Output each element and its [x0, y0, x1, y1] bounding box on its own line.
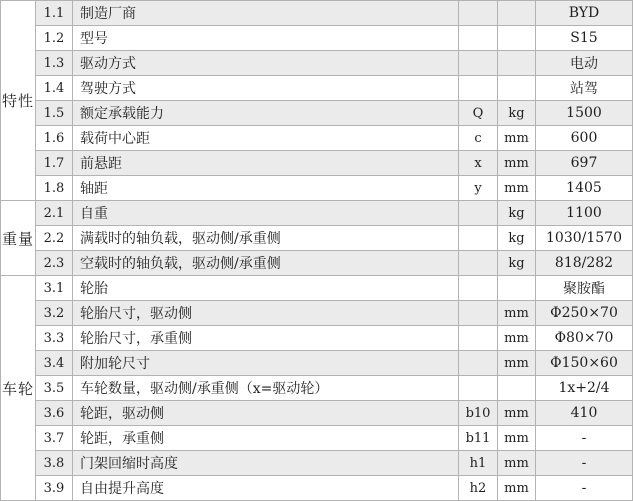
unit-cell [498, 76, 536, 101]
description-cell: 额定承载能力 [73, 101, 459, 126]
table-row [1, 276, 633, 301]
table-row [1, 151, 633, 176]
unit-cell [498, 1, 536, 26]
value-cell: 电动 [536, 51, 633, 76]
unit-cell: mm [498, 301, 536, 326]
value-cell: - [536, 451, 633, 476]
description-cell: 自由提升高度 [73, 476, 459, 501]
description-cell: 轮胎尺寸，驱动侧 [73, 301, 459, 326]
category-cell-characteristics: 特性 [1, 1, 36, 201]
description-cell: 驾驶方式 [73, 76, 459, 101]
unit-cell: mm [498, 176, 536, 201]
table-row [1, 476, 633, 501]
description-cell: 轮胎 [73, 276, 459, 301]
symbol-cell: x [459, 151, 498, 176]
row-number-cell: 1.8 [36, 176, 73, 201]
row-number-cell: 3.8 [36, 451, 73, 476]
description-cell: 驱动方式 [73, 51, 459, 76]
table-row [1, 76, 633, 101]
value-cell: - [536, 476, 633, 501]
symbol-cell [459, 226, 498, 251]
table-row [1, 51, 633, 76]
description-cell: 空载时的轴负载，驱动侧/承重侧 [73, 251, 459, 276]
row-number-cell: 1.4 [36, 76, 73, 101]
value-cell: 1030/1570 [536, 226, 633, 251]
value-cell: 1x+2/4 [536, 376, 633, 401]
description-cell: 附加轮尺寸 [73, 351, 459, 376]
description-cell: 车轮数量，驱动侧/承重侧（x=驱动轮） [73, 376, 459, 401]
symbol-cell: b10 [459, 401, 498, 426]
value-cell: Φ150×60 [536, 351, 633, 376]
description-cell: 轴距 [73, 176, 459, 201]
row-number-cell: 1.1 [36, 1, 73, 26]
table-row [1, 301, 633, 326]
description-cell: 门架回缩时高度 [73, 451, 459, 476]
unit-cell: kg [498, 226, 536, 251]
description-cell: 轮距，驱动侧 [73, 401, 459, 426]
unit-cell: kg [498, 201, 536, 226]
value-cell: 站驾 [536, 76, 633, 101]
unit-cell [498, 51, 536, 76]
symbol-cell [459, 301, 498, 326]
symbol-cell [459, 1, 498, 26]
symbol-cell [459, 76, 498, 101]
unit-cell [498, 376, 536, 401]
row-number-cell: 3.6 [36, 401, 73, 426]
row-number-cell: 3.5 [36, 376, 73, 401]
table-row [1, 401, 633, 426]
value-cell: 600 [536, 126, 633, 151]
row-number-cell: 2.2 [36, 226, 73, 251]
unit-cell: mm [498, 451, 536, 476]
description-cell: 前悬距 [73, 151, 459, 176]
table-row [1, 451, 633, 476]
row-number-cell: 3.7 [36, 426, 73, 451]
table-row [1, 26, 633, 51]
row-number-cell: 1.7 [36, 151, 73, 176]
value-cell: 1500 [536, 101, 633, 126]
symbol-cell: y [459, 176, 498, 201]
symbol-cell [459, 201, 498, 226]
unit-cell: mm [498, 151, 536, 176]
unit-cell: mm [498, 476, 536, 501]
description-cell: 满载时的轴负载，驱动侧/承重侧 [73, 226, 459, 251]
symbol-cell: b11 [459, 426, 498, 451]
value-cell: - [536, 426, 633, 451]
table-row [1, 101, 633, 126]
table-row [1, 251, 633, 276]
row-number-cell: 1.3 [36, 51, 73, 76]
symbol-cell [459, 276, 498, 301]
table-row [1, 351, 633, 376]
row-number-cell: 1.2 [36, 26, 73, 51]
value-cell: Φ250×70 [536, 301, 633, 326]
description-cell: 型号 [73, 26, 459, 51]
row-number-cell: 3.9 [36, 476, 73, 501]
unit-cell [498, 26, 536, 51]
description-cell: 制造厂商 [73, 1, 459, 26]
row-number-cell: 2.3 [36, 251, 73, 276]
description-cell: 轮胎尺寸，承重侧 [73, 326, 459, 351]
symbol-cell: h2 [459, 476, 498, 501]
symbol-cell [459, 26, 498, 51]
table-row [1, 201, 633, 226]
table-row [1, 226, 633, 251]
unit-cell: kg [498, 251, 536, 276]
unit-cell: mm [498, 326, 536, 351]
category-cell-weight: 重量 [1, 201, 36, 276]
unit-cell [498, 276, 536, 301]
unit-cell: mm [498, 126, 536, 151]
symbol-cell [459, 51, 498, 76]
value-cell: 1405 [536, 176, 633, 201]
value-cell: BYD [536, 1, 633, 26]
value-cell: 818/282 [536, 251, 633, 276]
category-cell-wheels: 车轮 [1, 276, 36, 501]
table-row [1, 426, 633, 451]
symbol-cell: h1 [459, 451, 498, 476]
value-cell: 697 [536, 151, 633, 176]
symbol-cell [459, 251, 498, 276]
symbol-cell: Q [459, 101, 498, 126]
unit-cell: mm [498, 426, 536, 451]
unit-cell: kg [498, 101, 536, 126]
description-cell: 轮距，承重侧 [73, 426, 459, 451]
value-cell: 1100 [536, 201, 633, 226]
value-cell: 聚胺酯 [536, 276, 633, 301]
row-number-cell: 3.4 [36, 351, 73, 376]
value-cell: Φ80×70 [536, 326, 633, 351]
value-cell: 410 [536, 401, 633, 426]
table-row [1, 1, 633, 26]
table-row [1, 176, 633, 201]
table-row [1, 126, 633, 151]
symbol-cell [459, 326, 498, 351]
table-row [1, 326, 633, 351]
row-number-cell: 3.3 [36, 326, 73, 351]
row-number-cell: 2.1 [36, 201, 73, 226]
row-number-cell: 3.1 [36, 276, 73, 301]
row-number-cell: 3.2 [36, 301, 73, 326]
row-number-cell: 1.5 [36, 101, 73, 126]
unit-cell: mm [498, 401, 536, 426]
description-cell: 自重 [73, 201, 459, 226]
symbol-cell [459, 376, 498, 401]
value-cell: S15 [536, 26, 633, 51]
description-cell: 载荷中心距 [73, 126, 459, 151]
symbol-cell [459, 351, 498, 376]
table-row [1, 376, 633, 401]
row-number-cell: 1.6 [36, 126, 73, 151]
symbol-cell: c [459, 126, 498, 151]
unit-cell: mm [498, 351, 536, 376]
